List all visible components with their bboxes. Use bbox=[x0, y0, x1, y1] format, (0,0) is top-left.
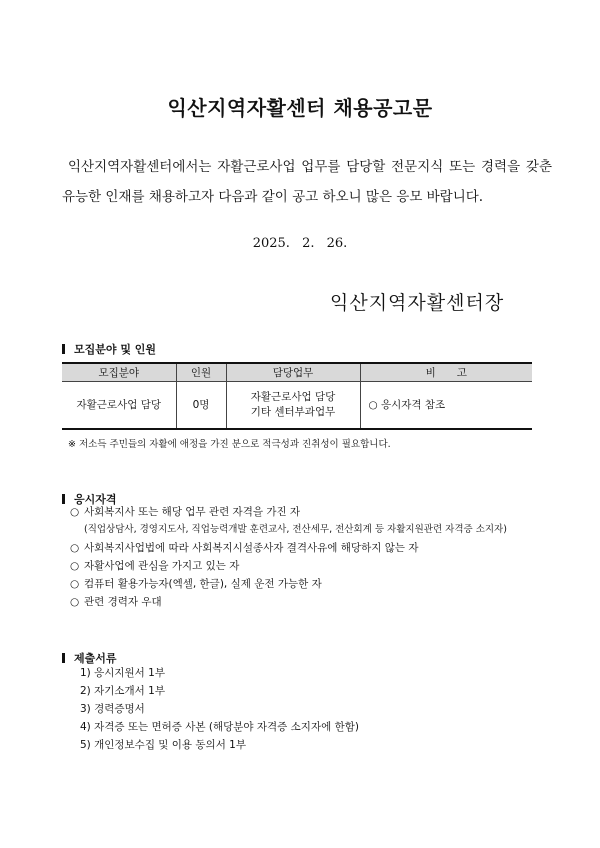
documents-heading-text: 제출서류 bbox=[74, 652, 117, 665]
cell-duty bbox=[226, 382, 360, 430]
page-title: 익산지역자활센터 채용공고문 bbox=[167, 96, 433, 120]
list-item-detail: (직업상담사, 경영지도사, 직업능력개발 훈련교사, 전산세무, 전산회계 등 자활지원관련 자격증 소지자) bbox=[84, 524, 507, 535]
cell-count: 0명 bbox=[176, 382, 226, 430]
qualifications-list bbox=[70, 503, 507, 611]
list-item: ○ 사회복지사업법에 따라 사회복지시설종사자 결격사유에 해당하지 않는 자 bbox=[70, 539, 507, 557]
cell-duty-line1: 자활근로사업 담당 bbox=[250, 391, 336, 403]
cell-field: 자활근로사업 담당 bbox=[62, 382, 176, 430]
column-header-note: 비 고 bbox=[360, 363, 532, 382]
documents-list bbox=[80, 664, 359, 754]
list-item: 1) 응시지원서 1부 bbox=[80, 667, 165, 679]
table-row bbox=[62, 382, 532, 430]
list-item: 2) 자기소개서 1부 bbox=[80, 685, 165, 697]
column-header-field: 모집분야 bbox=[62, 363, 176, 382]
circle-bullet-icon: ○ bbox=[70, 578, 80, 590]
section-marker-icon bbox=[62, 494, 65, 504]
section-marker-icon bbox=[62, 344, 65, 354]
column-header-count: 인원 bbox=[176, 363, 226, 382]
recruit-table bbox=[62, 362, 532, 430]
list-item: ○ 자활사업에 관심을 가지고 있는 자 bbox=[70, 557, 507, 575]
recruit-section-heading bbox=[62, 341, 156, 357]
circle-bullet-icon: ○ bbox=[70, 506, 80, 518]
list-item: ○ 관련 경력자 우대 bbox=[70, 593, 507, 611]
circle-bullet-icon: ○ bbox=[70, 596, 80, 608]
cell-note: ○ 응시자격 참조 bbox=[360, 382, 532, 430]
table-header-row bbox=[62, 363, 532, 382]
section-marker-icon bbox=[62, 653, 65, 663]
cell-duty-line2: 기타 센터부과업무 bbox=[250, 406, 336, 418]
list-item: ○ 컴퓨터 활용가능자(엑셀, 한글), 실제 운전 가능한 자 bbox=[70, 575, 507, 593]
circle-bullet-icon: ○ bbox=[70, 542, 80, 554]
list-item: 3) 경력증명서 bbox=[80, 703, 145, 715]
issuer-signature: 익산지역자활센터장 bbox=[330, 292, 505, 314]
circle-bullet-icon: ○ bbox=[70, 560, 80, 572]
list-item: 5) 개인정보수집 및 이용 동의서 1부 bbox=[80, 739, 247, 751]
announcement-date: 2025. 2. 26. bbox=[252, 236, 348, 251]
qualifications-heading-text: 응시자격 bbox=[74, 493, 117, 506]
list-item: 4) 자격증 또는 면허증 사본 (해당분야 자격증 소지자에 한함) bbox=[80, 721, 359, 733]
list-item: ○ 사회복지사 또는 해당 업무 관련 자격을 가진 자 bbox=[70, 503, 507, 521]
column-header-duty: 담당업무 bbox=[226, 363, 360, 382]
intro-paragraph: 익산지역자활센터에서는 자활근로사업 업무를 담당할 전문지식 또는 경력을 갖춘 유능한 인재를 채용하고자 다음과 같이 공고 하오니 많은 응모 바랍니다. bbox=[62, 159, 552, 205]
recruit-heading-text: 모집분야 및 인원 bbox=[74, 343, 157, 356]
table-footnote: ※ 저소득 주민들의 자활에 애정을 가진 분으로 적극성과 진취성이 필요합니다. bbox=[68, 439, 391, 450]
